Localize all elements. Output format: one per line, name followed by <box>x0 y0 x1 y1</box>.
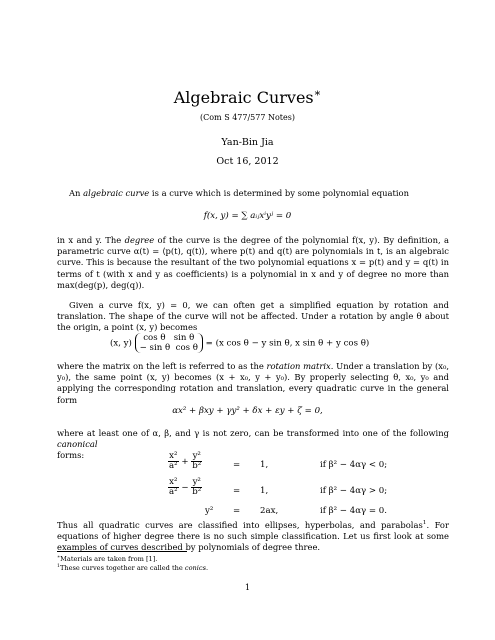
canonical-ellipse-rhs: 1, <box>260 460 269 470</box>
equation-quadratic <box>0 406 495 416</box>
canonical-hyperbola-eq: = <box>233 486 241 496</box>
paper-subtitle: (Com S 477/577 Notes) <box>200 113 295 122</box>
canonical-parabola-eq: = <box>233 506 241 516</box>
canonical-ellipse <box>168 452 202 471</box>
frac-y <box>191 452 202 471</box>
canonical-parabola-rhs: 2ax, <box>260 506 279 516</box>
p6-text-a: Thus all quadratic curves are classified into ellipses, hyperbolas, and parabolas <box>57 520 423 530</box>
footnote-rule <box>57 551 187 552</box>
m11: cos θ <box>143 333 166 343</box>
fn2-text-b: . <box>206 564 209 572</box>
page-number: 1 <box>244 582 251 592</box>
paragraph-5 <box>57 428 449 462</box>
num: y² <box>192 451 201 461</box>
den: b² <box>192 487 202 497</box>
fn2-mark: 1 <box>57 563 60 569</box>
p5-term: canonical <box>57 439 98 450</box>
canonical-hyperbola-cond: if β² − 4αγ > 0; <box>320 486 388 496</box>
p3-text: Given a curve f(x, y) = 0, we can often get a simplified equation by rotation and translation. The shape of the curve will not be affected. Under a rotation by angle θ about the origin, a point (x, y) becomes <box>57 300 449 333</box>
author: Yan-Bin Jia <box>221 137 274 148</box>
m12: sin θ <box>173 333 195 343</box>
paragraph-3 <box>57 300 449 334</box>
canonical-ellipse-eq: = <box>233 460 241 470</box>
den: b² <box>192 461 202 471</box>
canonical-hyperbola <box>168 478 202 497</box>
paragraph-6 <box>57 520 449 554</box>
eq3-text: αx² + βxy + γy² + δx + εy + ζ = 0, <box>172 406 323 416</box>
fn2-text-a: These curves together are called the <box>59 564 185 572</box>
p6-footnote-mark: 1 <box>422 520 427 527</box>
den: a² <box>169 487 178 497</box>
p2-text-b: of the curve is the degree of the polynomial f(x, y). By definition, a parametric curve α(t) = ⟨p(t), q(t)⟩, where p(t) and q(t) are polynomials in t, is an algebraic curve. This is because the resultant of the two polynomial equations x = p(t) and y = q(t) in terms of t (with x and y as coefficients) is a polynomial in x and y of degree no more than max(deg(p), deg(q)). <box>57 235 449 290</box>
equation-rotation <box>110 333 369 353</box>
paper-title <box>0 88 495 107</box>
p4-text-a: where the matrix on the left is referred to as the <box>57 361 267 371</box>
den: a² <box>169 461 178 471</box>
eq2-left: (x, y) <box>110 338 132 349</box>
num: x² <box>169 451 178 461</box>
equation-polynomial <box>0 211 495 221</box>
p4-text-b: . Under a translation by (x₀, y₀), the same point (x, y) becomes (x + x₀, y + y₀). By properly selecting θ, x₀, y₀ and applying the corresponding rotation and translation, every quadratic curve in the general form <box>57 361 449 405</box>
op: − <box>181 483 189 493</box>
title-text: Algebraic Curves <box>173 88 314 107</box>
canonical-parabola-lhs: y² <box>205 506 214 516</box>
eq1-text: f(x, y) = ∑ aᵢⱼxⁱyʲ = 0 <box>203 211 292 221</box>
frac-x <box>168 452 179 471</box>
p1-text-b: is a curve which is determined by some polynomial equation <box>149 188 409 198</box>
footnote-1 <box>57 555 157 563</box>
m22: cos θ <box>175 343 198 353</box>
fn1-text: Materials are taken from [1]. <box>60 555 158 563</box>
p1-term: algebraic curve <box>83 188 150 198</box>
eq2-right: = (x cos θ − y sin θ, x sin θ + y cos θ) <box>205 338 370 349</box>
fn2-term: conics <box>184 564 206 572</box>
rotation-matrix <box>135 333 203 353</box>
m21: − sin θ <box>139 343 171 353</box>
num: x² <box>169 477 178 487</box>
canonical-ellipse-cond: if β² − 4αγ < 0; <box>320 460 388 470</box>
footnote-2 <box>57 564 208 572</box>
num: y² <box>192 477 201 487</box>
op: + <box>181 457 189 467</box>
frac-y <box>191 478 202 497</box>
paragraph-4 <box>57 361 449 406</box>
canonical-parabola-cond: if β² − 4αγ = 0. <box>320 506 388 516</box>
canonical-hyperbola-rhs: 1, <box>260 486 269 496</box>
fn1-mark: ∗ <box>57 554 61 560</box>
p6-text-b: . For equations of higher degree there is no such simple classification. Let us first look at some examples of curves described by polynomials of degree three. <box>57 520 449 553</box>
p2-term: degree <box>124 235 155 245</box>
paragraph-1 <box>57 188 449 199</box>
paragraph-2 <box>57 235 449 291</box>
p4-term: rotation matrix <box>266 361 331 371</box>
p5-text-b: forms: <box>57 450 85 461</box>
title-footnote-mark: ∗ <box>313 86 322 100</box>
frac-x <box>168 478 179 497</box>
p1-text-a: An <box>69 188 84 198</box>
date: Oct 16, 2012 <box>216 156 279 167</box>
p2-text-a: in x and y. The <box>57 235 125 245</box>
p5-text-a: where at least one of α, β, and γ is not zero, can be transformed into one of the following <box>57 428 449 438</box>
